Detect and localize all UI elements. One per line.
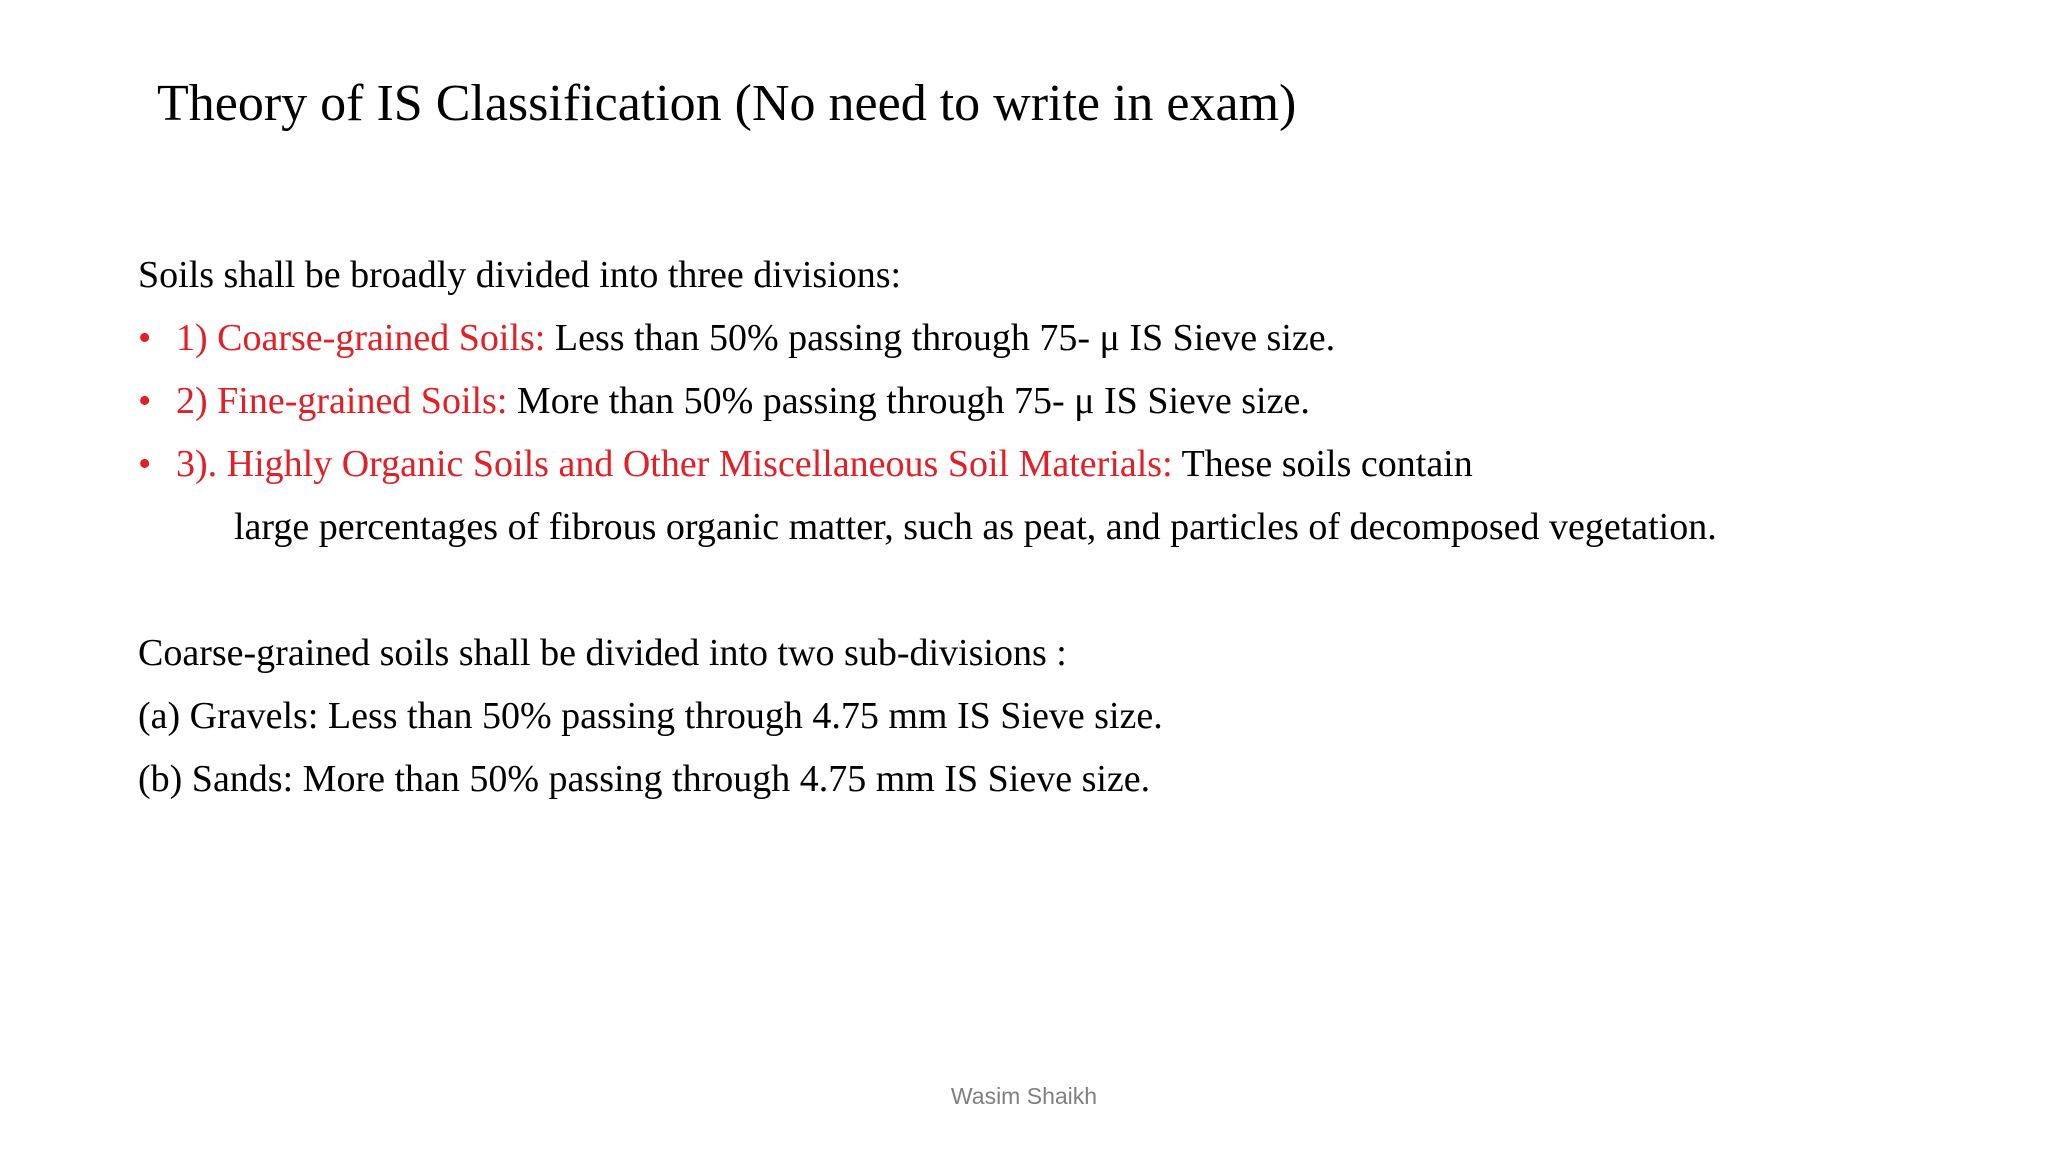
slide-title: Theory of IS Classification (No need to write in exam) [157,75,1297,132]
bullet-icon: • [138,443,152,485]
division-label: 1) Coarse-grained Soils: [176,317,546,359]
division-item-organic [138,433,2018,496]
subdivisions-intro: Coarse-grained soils shall be divided into two sub-divisions : [138,632,1067,674]
division-item-coarse [138,307,2018,370]
bullet-icon: • [138,317,152,359]
division-item-fine [138,370,2018,433]
bullet-icon: • [138,380,152,422]
division-continuation: large percentages of fibrous organic matter, such as peat, and particles of decomposed vegetation. [234,506,1717,548]
division-label: 2) Fine-grained Soils: [176,380,508,422]
division-text: More than 50% passing through 75- μ IS Sieve size. [507,380,1310,422]
division-text: These soils contain [1172,443,1473,485]
subdivision-sands: (b) Sands: More than 50% passing through 4.75 mm IS Sieve size. [138,758,1151,800]
division-text: Less than 50% passing through 75- μ IS Sieve size. [545,317,1336,359]
divisions-intro: Soils shall be broadly divided into three divisions: [138,254,902,296]
slide-footer-author: Wasim Shaikh [950,1083,1098,1109]
slide-body [138,244,2018,811]
spacer [138,559,2018,622]
division-label: 3). Highly Organic Soils and Other Miscellaneous Soil Materials: [176,443,1173,485]
subdivision-gravels: (a) Gravels: Less than 50% passing through 4.75 mm IS Sieve size. [138,695,1163,737]
